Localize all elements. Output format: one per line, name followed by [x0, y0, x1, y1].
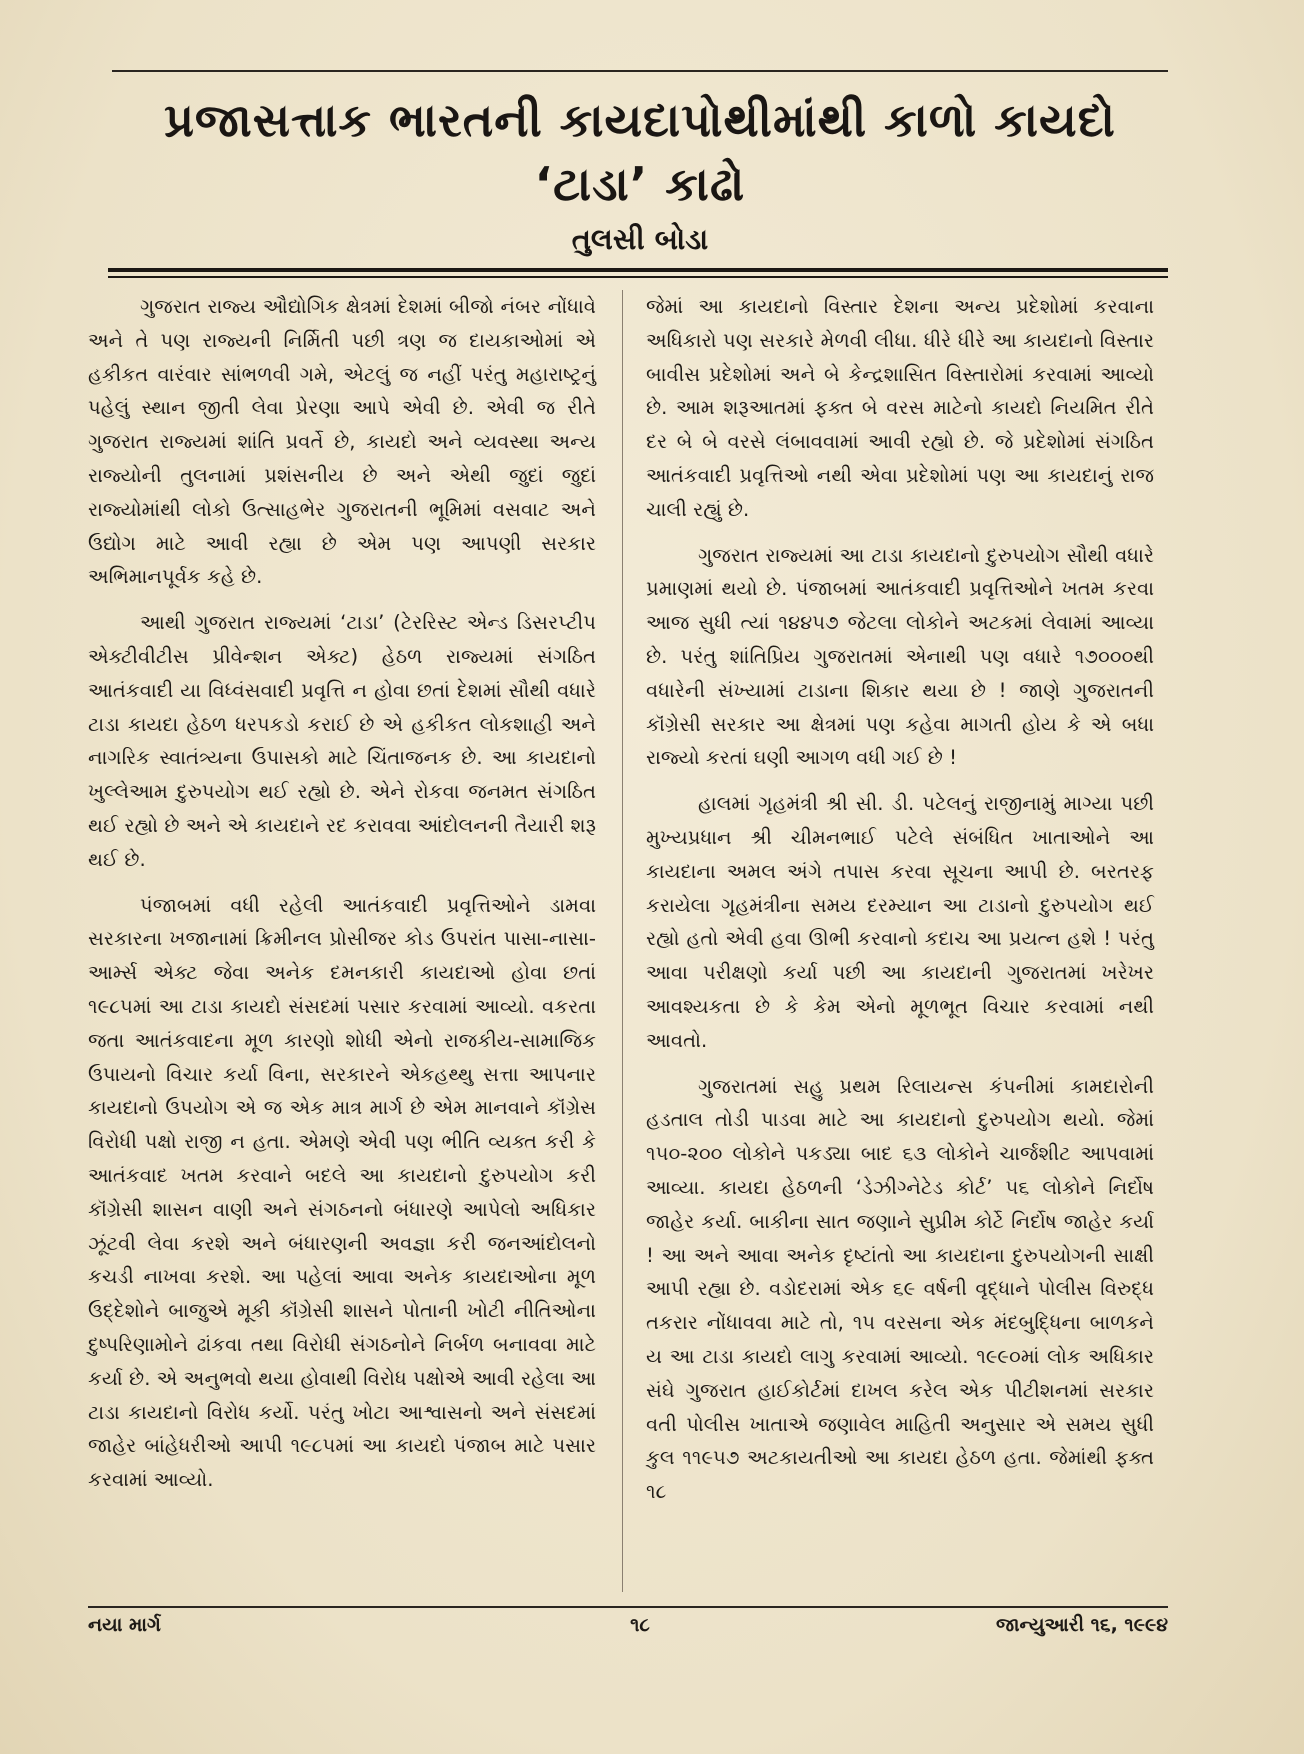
left-column — [88, 290, 596, 1509]
right-column — [646, 290, 1154, 1521]
article-title — [100, 88, 1180, 216]
right-paragraph-1: જેમાં આ કાયદાનો વિસ્તાર દેશના અન્ય પ્રદેશોમાં કરવાના અધિકારો પણ સરકારે મેળવી લીધા. ધીરે ધીરે આ કાયદાનો વિસ્તાર બાવીસ પ્રદેશોમાં અને બે કેન્દ્રશાસિત વિસ્તારોમાં કરવામાં આવ્યો છે. આમ શરૂઆતમાં ફક્ત બે વરસ માટેનો કાયદો નિયમિત રીતે દર બે બે વરસે લંબાવવામાં આવી રહ્યો છે. જે પ્રદેશોમાં સંગઠિત આતંકવાદી પ્રવૃત્તિઓ નથી એવા પ્રદેશોમાં પણ આ કાયદાનું રાજ ચાલી રહ્યું છે. — [646, 295, 1154, 521]
issue-date: જાન્યુઆરી ૧૬, ૧૯૯૪ — [996, 1614, 1168, 1636]
title-line-2: ‘ટાડા’ કાઢો — [534, 157, 746, 211]
page-number: ૧૮ — [630, 1614, 650, 1636]
header-double-rule — [108, 268, 1168, 278]
right-paragraph-2: ગુજરાત રાજ્યમાં આ ટાડા કાયદાનો દુરુપયોગ સૌથી વધારે પ્રમાણમાં થયો છે. પંજાબમાં આતંકવાદી પ્રવૃત્તિઓને ખતમ કરવા આજ સુધી ત્યાં ૧૪૪૫૭ જેટલા લોકોને અટકમાં લેવામાં આવ્યા છે. પરંતુ શાંતિપ્રિય ગુજરાતમાં એનાથી પણ વધારે ૧૭૦૦૦થી વધારેની સંખ્યામાં ટાડાના શિકાર થયા છે ! જાણે ગુજરાતની કૉંગ્રેસી સરકાર આ ક્ષેત્રમાં પણ કહેવા માગતી હોય કે એ બધા રાજ્યો કરતાં ઘણી આગળ વધી ગઈ છે ! — [646, 543, 1154, 770]
author-name: તુલસી બોડા — [571, 222, 709, 256]
column-divider — [622, 290, 623, 1592]
publication-name: નયા માર્ગ — [88, 1614, 161, 1636]
right-paragraph-3: હાલમાં ગૃહમંત્રી શ્રી સી. ડી. પટેલનું રાજીનામું માગ્યા પછી મુખ્યપ્રધાન શ્રી ચીમનભાઈ પટેલે સંબંધિત ખાતાઓને આ કાયદાના અમલ અંગે તપાસ કરવા સૂચના આપી છે. બરતરફ કરાયેલા ગૃહમંત્રીના સમય દરમ્યાન આ ટાડાનો દુરુપયોગ થઈ રહ્યો હતો એવી હવા ઊભી કરવાનો કદાચ આ પ્રયત્ન હશે ! પરંતુ આવા પરીક્ષણો કર્યા પછી આ કાયદાની ગુજરાતમાં ખરેખર આવશ્યકતા છે કે કેમ એનો મૂળભૂત વિચાર કરવામાં નથી આવતો. — [646, 792, 1154, 1052]
right-paragraph-4: ગુજરાતમાં સહુ પ્રથમ રિલાયન્સ કંપનીમાં કામદારોની હડતાલ તોડી પાડવા માટે આ કાયદાનો દુરુપયોગ થયો. જેમાં ૧૫૦-૨૦૦ લોકોને પકડ્યા બાદ ૬૩ લોકોને ચાર્જશીટ આપવામાં આવ્યા. કાયદા હેઠળની ‘ડેઝીગ્નેટેડ કોર્ટ’ ૫૬ લોકોને નિર્દોષ જાહેર કર્યા. બાકીના સાત જણાને સુપ્રીમ કોર્ટે નિર્દોષ જાહેર કર્યા ! આ અને આવા અનેક દૃષ્ટાંતો આ કાયદાના દુરુપયોગની સાક્ષી આપી રહ્યા છે. વડોદરામાં એક ૬૯ વર્ષની વૃદ્ધાને પોલીસ વિરુદ્ધ તકરાર નોંધાવવા માટે તો, ૧૫ વરસના એક મંદબુદ્ધિના બાળકને ય આ ટાડા કાયદો લાગુ કરવામાં આવ્યો. ૧૯૯૦માં લોક અધિકાર સંઘે ગુજરાત હાઈકોર્ટમાં દાખલ કરેલ એક પીટીશનમાં સરકાર વતી પોલીસ ખાતાએ જણાવેલ માહિતી અનુસાર એ સમય સુધી કુલ ૧૧૯૫૭ અટકાયતીઓ આ કાયદા હેઠળ હતા. જેમાંથી ફક્ત ૧૮ — [646, 1074, 1154, 1504]
top-rule — [112, 70, 1168, 72]
left-paragraph-3: પંજાબમાં વધી રહેલી આતંકવાદી પ્રવૃત્તિઓને ડામવા સરકારના ખજાનામાં ક્રિમીનલ પ્રોસીજર કોડ ઉપરાંત પાસા-નાસા-આર્મ્સ એક્ટ જેવા અનેક દમનકારી કાયદાઓ હોવા છતાં ૧૯૮૫માં આ ટાડા કાયદો સંસદમાં પસાર કરવામાં આવ્યો. વકરતા જતા આતંકવાદના મૂળ કારણો શોધી એનો રાજકીય-સામાજિક ઉપાયનો વિચાર કર્યા વિના, સરકારને એકહથ્થુ સત્તા આપનાર કાયદાનો ઉપયોગ એ જ એક માત્ર માર્ગ છે એમ માનવાને કૉંગ્રેસ વિરોધી પક્ષો રાજી ન હતા. એમણે એવી પણ ભીતિ વ્યક્ત કરી કે આતંકવાદ ખતમ કરવાને બદલે આ કાયદાનો દુરુપયોગ કરી કૉંગ્રેસી શાસન વાણી અને સંગઠનનો બંધારણે આપેલો અધિકાર ઝૂંટવી લેવા કરશે અને બંધારણની અવજ્ઞા કરી જનઆંદોલનો કચડી નાખવા કરશે. આ પહેલાં આવા અનેક કાયદાઓના મૂળ ઉદ્દેશોને બાજુએ મૂકી કૉંગ્રેસી શાસને પોતાની ખોટી નીતિઓના દુષ્પરિણામોને ઢાંકવા તથા વિરોધી સંગઠનોને નિર્બળ બનાવવા માટે કર્યા છે. એ અનુભવો થયા હોવાથી વિરોધ પક્ષોએ આવી રહેલા આ ટાડા કાયદાનો વિરોધ કર્યો. પરંતુ ખોટા આશ્વાસનો અને સંસદમાં જાહેર બાંહેધરીઓ આપી ૧૯૮૫માં આ કાયદો પંજાબ માટે પસાર કરવામાં આવ્યો. — [88, 893, 597, 1492]
left-paragraph-2: આથી ગુજરાત રાજ્યમાં ‘ટાડા’ (ટેરરિસ્ટ એન્ડ ડિસરપ્ટીપ એક્ટીવીટીસ પ્રીવેન્શન એક્ટ) હેઠળ રાજ્યમાં સંગઠિત આતંકવાદી યા વિધ્વંસવાદી પ્રવૃત્તિ ન હોવા છતાં દેશમાં સૌથી વધારે ટાડા કાયદા હેઠળ ધરપકડો કરાઈ છે એ હકીકત લોકશાહી અને નાગરિક સ્વાતંત્ર્યના ઉપાસકો માટે ચિંતાજનક છે. આ કાયદાનો ખુલ્લેઆમ દુરુપયોગ થઈ રહ્યો છે. એને રોકવા જનમત સંગઠિત થઈ રહ્યો છે અને એ કાયદાને રદ કરાવવા આંદોલનની તૈયારી શરૂ થઈ છે. — [88, 611, 596, 871]
footer-rule — [88, 1606, 1168, 1608]
left-paragraph-1: ગુજરાત રાજ્ય ઔદ્યોગિક ક્ષેત્રમાં દેશમાં બીજો નંબર નોંધાવે અને તે પણ રાજ્યની નિર્મિતી પછી ત્રણ જ દાયકાઓમાં એ હકીકત વારંવાર સાંભળવી ગમે, એટલું જ નહીં પરંતુ મહારાષ્ટ્રનું પહેલું સ્થાન જીતી લેવા પ્રેરણા આપે એવી છે. એવી જ રીતે ગુજરાત રાજ્યમાં શાંતિ પ્રવર્તે છે, કાયદો અને વ્યવસ્થા અન્ય રાજ્યોની તુલનામાં પ્રશંસનીય છે અને એથી જુદાં જુદાં રાજ્યોમાંથી લોકો ઉત્સાહભેર ગુજરાતની ભૂમિમાં વસવાટ અને ઉદ્યોગ માટે આવી રહ્યા છે એમ પણ આપણી સરકાર અભિમાનપૂર્વક કહે છે. — [88, 295, 596, 589]
title-line-1: પ્રજાસત્તાક ભારતની કાયદાપોથીમાંથી કાળો કાયદો — [164, 93, 1116, 147]
